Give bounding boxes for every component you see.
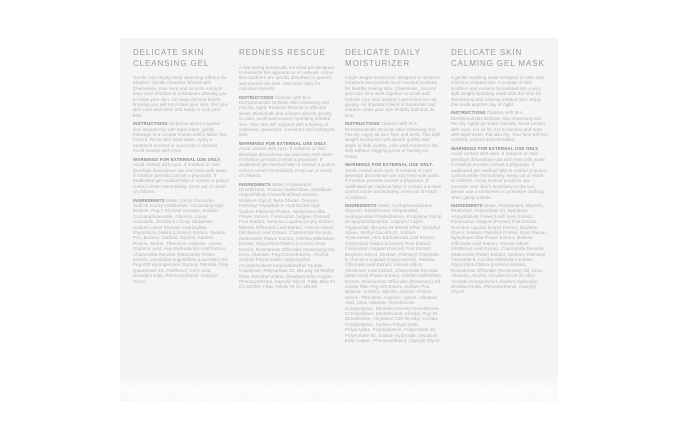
warnings-paragraph <box>133 157 230 195</box>
ingredients-label: INGREDIENTS <box>451 202 483 208</box>
instructions-label: INSTRUCTIONS <box>451 110 486 116</box>
warnings-label: WARNINGS FOR EXTERNAL USE ONLY. <box>345 162 434 168</box>
product-column-delicate-daily-moisturizer <box>345 48 442 347</box>
ingredients-paragraph <box>239 182 336 290</box>
ingredients-paragraph <box>345 203 442 344</box>
instructions-text: Dispense about a quarter size amount mix with tepid water, gently message in a circular motion until a lather has formed. Rinse with tepid water. Apply a treatment product or sunscreen if desired. Avoid contact with eyes. <box>133 121 228 154</box>
warnings-text: Avoid contact with eyes. If irritation or rash develops discontinue use and rinse with water. If irritation persists consult a physician. If swallowed get medical help or contact a poison control center immediately. Keep out of reach of children. Using Retinol products can increase your skin's sensitivity to the sun, please use a sunscreen or protective clothing when going outside. <box>451 151 548 200</box>
instructions-paragraph <box>239 95 336 138</box>
ingredients-text: Water, Propanediol, Glycerin, Panthenol, Polysorbate 20, Epilobium Angustifolium Flower/Leaf/ stem Extract, Foeniculum Vulgare (Fennel) Fruit Extract, Humulus Lupulus (Hops) Extract, Butylene Glycol, Sodium Palmitoyl Proline, Beta Glucan, Nymphaea Alba Flower Extract, Melissa Officinalis Leaf Extract, Viscum Album (Mistletoe) Leaf Extract, Chamomilla Recutita (Matricaria) Flower Extract, Dextran, Palmitoyl Tripeptide-8, Achillea Millefolium Extract, Glycyrrhiza Glabra (Licorice) Extract, Rosmarinus Officinalis (Rosemary) Oil, Urea, Allantoin, Alcohol, Acrylates/C10-30 Alkyl Acrylate Crosspolymer, Sodium Hydroxide, Disodium Edta, Phenoxyethanol, Caprylyl Glycol <box>451 202 547 295</box>
warnings-text: Avoid contact with eyes. If irritation or rash develops discontinue use and rinse with water. If irritation persists consult a physician. If swallowed get medical help or contact a poison control center immediately. Keep out of reach of children. <box>345 167 442 200</box>
instructions-text: Cleanse with M.A. Dermaceuticals Delicate Skin Cleansing Gel. Pat dry. Apply gel mask liberally, avoid contact with eyes. Let sit for 3 to 5 minutes and rinse with tepid water. Pat skin dry. Your face will feel soothed, calmed and refreshed. <box>451 110 548 143</box>
product-title: DELICATE SKIN CALMING GEL MASK <box>451 48 545 68</box>
warnings-paragraph <box>451 146 548 200</box>
product-column-delicate-skin-calming-gel-mask <box>451 48 548 347</box>
ingredients-text: Water, Cyclopentasiloxane, Glycerin, Dimethicone, Propanediol, Hydrogenated Polyisobutene, Propylene Glycol Dicaprylate/dicaprate, Caprylic/ Capric Triglyceride, Bis-peg-18 Methyl Ether Dimethyl Silane, Methyl Gluceth-20, Sodium Hyaluronate, Aloe Barbadensis Leaf Extract, Glycyrrhiza Glabra (Licorice) Root Extract, Foeniculum Vulgare (Fennel) Fruit Extract, Butylene Glycol, Dextran, Palmitoyl Tripeptide-8, Humulus Lupulus (Hops) Extract, Melissa Officinalis Leaf Extract, Viscum Album (Mistletoe) Leaf Extract, Chamomilla Recutita (Matricaria) Flower Extract, Achillea Millefolium Extract, Rosmarinus Officinalis (Rosemary) Oil, Jojoba Wax Peg-120 Esters, Sodium Pca, Betaine, Sorbitol, Glycine, Alanine, Proline, Serine, Threonine, Arginine, Lysine, Glutamic Acid, Urea, Allantoin, Dimethicone Crosspolymer, Dimethicone/vinyl Dimethicone Crosspolymer, Dimethiconol, Alcohol, Peg-10 Dimethicone, Acrylates/ C10-30 Alkyl Acrylate Crosspolymer, Sodium Polyacrylate, Polyacrylate, Polyisobutene, Polysorbate 20, Polysorbate 60, Sodium Hydroxide, Disodium Edta Copper, Phenoxyethanol, Caprylyl Glycol <box>345 202 442 344</box>
instructions-label: INSTRUCTIONS <box>133 121 168 127</box>
product-title: DELICATE SKIN CLEANSING GEL <box>133 48 210 68</box>
warnings-label: WARNINGS FOR EXTERNAL USE ONLY. <box>239 140 328 146</box>
panel-embossed-streaks <box>126 388 552 401</box>
instructions-text: Cleanse with M.A. Dermaceuticals Delicate Skin Cleansing Gel. Pat dry. Apply all over face and neck. This light weight moisturizer will absorb quickly and begin to help soothe, calm and moisturize the skin without clogging pores or feeling too heavy. <box>345 121 441 159</box>
product-column-delicate-skin-cleansing-gel <box>133 48 230 347</box>
product-column-redness-rescue <box>239 48 336 347</box>
warnings-label: WARNINGS FOR EXTERNAL USE ONLY. <box>451 145 540 151</box>
ingredients-text: Water, Propanediol, Dimethicone, Sodium Hyaluronate, Epilobium Angustifolium Flower/leaf/stem Extract, Butylene Glycol, Beta Glucan, Dextran, Palmitoyl Tripeptide-8, Hydrolyzed Algin, Sodium Palmitoyl Proline, Nymphaea Alba Flower Extract, Foeniculum Vulgare (Fennel) Fruit Extract, Humulus Lupulus (Hops) Extract, Melissa Officinalis Leaf Extract, Viscum Album (Mistletoe) Leaf Extract, Chamomilla Recutita (Matricaria) Flower Extract, Achillea Millefolium Extract, Glycyrrhiza Glabra (Licorice) Root Extract, Rosmarinus Officinalis (Rosemary) Oil, Urea, Allantoin, Peg-8 Dimethicone, Alcohol, Sodium Polyacrylate, Hydroxyethyl Acrylate/sodium Acryloyldimethyl Taurate Copolymer, Polysorbate 20, Bis-peg-18 Methyl Ether Dimethyl Silane, Disodium Edta Copper, Phenoxyethanol, Caprylyl Glycol, Fd&c Blue #1 (Ci 42090), Fd&c Yellow #5 (Ci 19140) <box>239 181 336 290</box>
instructions-paragraph <box>133 121 230 153</box>
product-description: A fast-acting botanically enriched gel designed to minimize the appearance of redness. Active skin soothers are quickly absorbed to quench and nourish the skin. Use twice daily for maximum benefit. <box>239 64 335 92</box>
product-description: A light weight moisturizer designed to minimize irritations and provide much needed moisture for healthy looking skin. Chamomile, Licorice and Aloe Vera work together to sooth and hydrate your skin leaving it quenched but not greasy. An important blend of botanicals and extracts make your skin healthy and look its best. <box>345 75 441 118</box>
instructions-text: Cleanse with M.A. Dermaceuticals Delicate Skin Cleansing Gel. Pat dry. Apply Redness Rescue to affected areas. Botanicals and extracts absorb quickly to calm, sooth and nourish hydrating irritated skin. Your skin will respond with a feeling of calmness, quenched, nourished and looking its best. <box>239 94 335 138</box>
ingredients-paragraph <box>133 198 230 285</box>
warnings-text: Avoid contact with eyes. If irritation or rash develops discontinue use and rinse with water. If irritation persists consult a physician. If swallowed get medical help or contact a poison control center immediately. Keep out of reach of children. <box>133 162 230 195</box>
warnings-paragraph <box>239 141 336 179</box>
instructions-label: INSTRUCTIONS <box>239 94 274 100</box>
warnings-label: WARNINGS FOR EXTERNAL USE ONLY. <box>133 156 222 162</box>
label-columns <box>133 48 550 347</box>
warnings-text: Avoid contact with eyes. If irritation or rash develops discontinue use and rinse with water. If irritation persists consult a physician. If swallowed get medical help or contact a poison control center immediately. Keep out of reach of children. <box>239 146 336 179</box>
instructions-label: INSTRUCTIONS <box>345 121 380 127</box>
product-description: Gentle, non-drying deep cleansing without the irritation. Gentle Cleanser infused with Chamomile, Aloe Vera and Licorice extracts keep your irritation to a minimum allowing you to clean your skin. Lift away dirt and debris knowing you will not irritate your skin. Get your skin calm and clean and ready to look your best. <box>133 75 229 118</box>
ingredients-paragraph <box>451 203 548 295</box>
instructions-paragraph <box>345 121 442 159</box>
product-label-panel <box>120 38 558 401</box>
ingredients-text: Water, Decyl Glucoside, Sodium Cocoyl Isethionate, Cocamidopropyl Betaine, Peg-7 Glyceryl Cocoate, Sodium Cocoamphoacetate, Glycerin, Lauryl Glucoside, Disodium Cocoyl Glutamate, Sodium Lauryl Glucose Carboxylate, Glycyrrhiza Glabra (Licorice) Extract, Sodium Pca, Betaine, Sorbitol, Glycine, Alanine, Proline, Serine, Threonine, Arginine, Lysine, Glutamic Acid, Aloe Barbadensis Leaf Extract, Chamomilla Recutita (Matricaria) Flower Extract, Lavandula Angustifolia (Lavender) Oil, Peg-200 Hydrogenated Glyceryl Palmate, Poly- Quaternium-10, Panthenol, Citric Acid, Disodium Edta, Phenoxyethanol, Caprylyl Glycol <box>133 197 230 284</box>
panel-bottom-reflection <box>120 375 558 401</box>
product-description: A gentle soothing mask designed to calm and minimize irritated skin. A cocktail of skin soothers and extracts formulated into a very light weight hydrating mask sets the tone for destressing and calming irritated skin. Enjoy this mask anytime day or night. <box>451 75 544 108</box>
ingredients-label: INGREDIENTS <box>239 181 271 187</box>
product-title: DELICATE DAILY MOISTURIZER <box>345 48 421 68</box>
ingredients-label: INGREDIENTS <box>133 197 165 203</box>
product-title: REDNESS RESCUE <box>239 48 326 57</box>
ingredients-label: INGREDIENTS <box>345 202 377 208</box>
instructions-paragraph <box>451 110 548 142</box>
warnings-paragraph <box>345 162 442 200</box>
